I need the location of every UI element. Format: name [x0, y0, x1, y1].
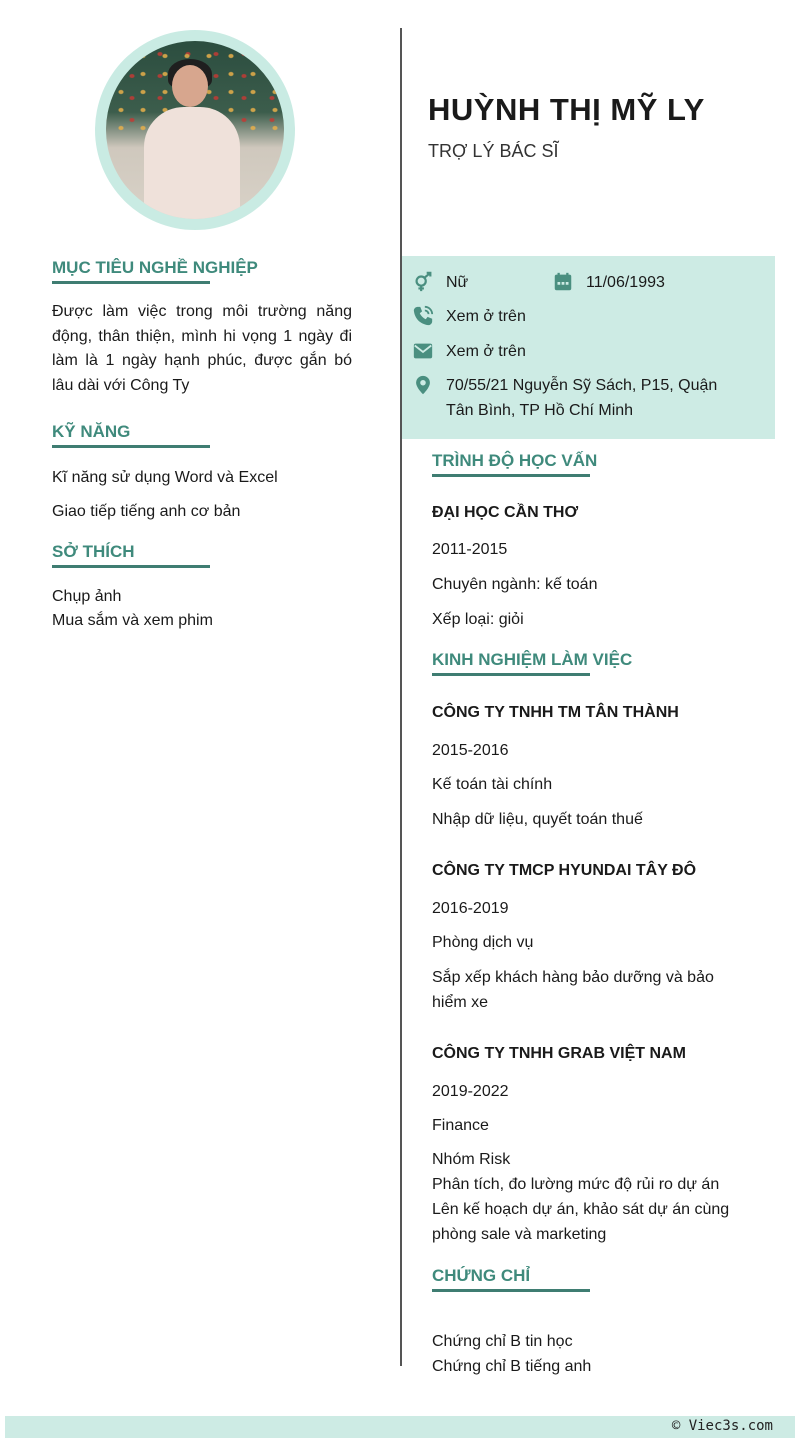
objective-section [52, 258, 352, 398]
job-description: Lên kế hoạch dự án, khảo sát dự án cùng phòng sale và marketing [432, 1201, 730, 1243]
phone-row [412, 304, 526, 329]
job-entry [432, 1045, 752, 1247]
skill-item: Kĩ năng sử dụng Word và Excel [52, 469, 278, 486]
school-name: ĐẠI HỌC CẦN THƠ [432, 504, 579, 521]
job-description: Sắp xếp khách hàng bảo dưỡng và bảo hiểm xe [432, 969, 714, 1011]
hobby-item: Chụp ảnh [52, 588, 122, 605]
job-position: Phòng dịch vụ [432, 934, 534, 951]
certificates-title: CHỨNG CHỈ [432, 1266, 752, 1289]
candidate-name: HUỲNH THỊ MỸ LY [428, 92, 705, 127]
education-title: TRÌNH ĐỘ HỌC VẤN [432, 451, 752, 474]
job-period: 2019-2022 [432, 1083, 509, 1100]
education-period: 2011-2015 [432, 541, 508, 558]
job-period: 2016-2019 [432, 900, 509, 917]
footer-bar [5, 1416, 795, 1438]
job-position: Finance [432, 1117, 489, 1134]
map-pin-icon [412, 374, 434, 396]
job-company: CÔNG TY TNHH GRAB VIỆT NAM [432, 1045, 686, 1062]
address-value [446, 373, 717, 423]
experience-section [432, 650, 752, 1247]
education-major: Chuyên ngành: kế toán [432, 576, 598, 593]
skills-title: KỸ NĂNG [52, 422, 352, 445]
footer-credit: © Viec3s.com [671, 1418, 773, 1434]
hobbies-section [52, 542, 352, 633]
skill-item: Giao tiếp tiếng anh cơ bản [52, 503, 241, 520]
candidate-role: TRỢ LÝ BÁC SĨ [428, 141, 559, 161]
birthday-value: 11/06/1993 [586, 274, 665, 291]
education-section [432, 451, 752, 632]
address-line-2: Tân Bình, TP Hồ Chí Minh [446, 402, 634, 419]
objective-title: MỤC TIÊU NGHỀ NGHIỆP [52, 258, 352, 281]
certificate-item: Chứng chỉ B tiếng anh [432, 1358, 592, 1375]
gender-value: Nữ [446, 274, 469, 291]
job-entry [432, 862, 752, 1015]
gender-icon [412, 271, 434, 293]
skills-section [52, 422, 352, 524]
address-line-1: 70/55/21 Nguyễn Sỹ Sách, P15, Quận [446, 377, 718, 394]
job-description: Nhập dữ liệu, quyết toán thuế [432, 811, 643, 828]
experience-title: KINH NGHIỆM LÀM VIỆC [432, 650, 752, 673]
birthday-row [552, 270, 665, 295]
hobby-item: Mua sắm và xem phim [52, 612, 213, 629]
job-position: Kế toán tài chính [432, 776, 553, 793]
avatar [106, 41, 284, 219]
certificates-section [432, 1266, 752, 1379]
certificate-item: Chứng chỉ B tin học [432, 1333, 573, 1350]
email-row [412, 339, 526, 364]
objective-text: Được làm việc trong môi trường năng động, thân thiện, mình hi vọng 1 ngày đi làm là 1 ngày hạnh phúc, được gắn bó lâu dài với Công Ty [52, 303, 352, 394]
phone-value: Xem ở trên [446, 308, 526, 325]
job-entry [432, 704, 752, 832]
job-description: Phân tích, đo lường mức độ rủi ro dự án [432, 1176, 720, 1193]
education-grade: Xếp loại: giỏi [432, 611, 524, 628]
job-period: 2015-2016 [432, 742, 509, 759]
contact-panel [402, 256, 775, 439]
job-description: Nhóm Risk [432, 1151, 511, 1168]
hobbies-title: SỞ THÍCH [52, 542, 352, 565]
envelope-icon [412, 340, 434, 362]
calendar-icon [552, 271, 574, 293]
phone-icon [412, 305, 434, 327]
gender-row [412, 270, 468, 295]
column-divider [400, 28, 402, 1366]
address-row [412, 373, 717, 423]
email-value: Xem ở trên [446, 343, 526, 360]
job-company: CÔNG TY TMCP HYUNDAI TÂY ĐÔ [432, 862, 697, 879]
job-company: CÔNG TY TNHH TM TÂN THÀNH [432, 704, 679, 721]
